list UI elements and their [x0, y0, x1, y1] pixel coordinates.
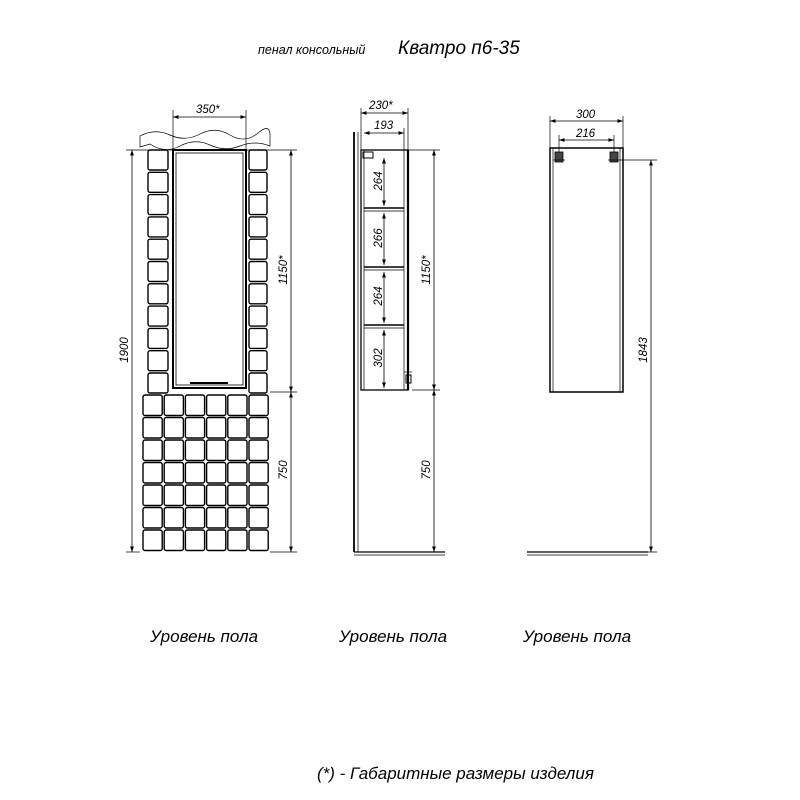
wall-tile: [249, 485, 268, 506]
wall-tile: [148, 172, 168, 192]
wall-tile: [249, 463, 268, 484]
wall-tile: [249, 239, 267, 259]
wall-tile: [249, 508, 268, 529]
front-view: [119, 104, 297, 646]
wall-tile: [185, 418, 204, 439]
wall-tile: [228, 463, 247, 484]
shelf-gap-3-label: 264: [373, 286, 385, 306]
wall-tile: [148, 262, 168, 282]
wall-tile: [249, 217, 267, 237]
wall-tile: [249, 306, 267, 326]
wall-tile: [249, 373, 267, 393]
wall-tile: [164, 418, 183, 439]
wall-tile: [249, 284, 267, 304]
cabinet-front: [173, 150, 246, 388]
wall-tile: [143, 485, 162, 506]
wall-tile: [207, 508, 226, 529]
wall-tile: [249, 150, 267, 170]
wall-tile: [148, 351, 168, 371]
wall-tile: [228, 395, 247, 416]
shelf-gap-4-label: 302: [373, 348, 385, 368]
bracket-spacing-label: 216: [576, 128, 596, 140]
side-inner-depth-label: 193: [374, 120, 394, 132]
wall-tile: [228, 530, 247, 551]
wall-tile: [148, 328, 168, 348]
side-floor-label: Уровень пола: [339, 627, 448, 646]
wall-tile: [164, 463, 183, 484]
wall-tile: [164, 508, 183, 529]
wall-tile: [148, 306, 168, 326]
wall-tile: [148, 150, 168, 170]
mount-height-label: 750: [278, 460, 290, 480]
side-cabinet-height-label: 1150*: [421, 255, 433, 285]
side-view: [338, 100, 447, 646]
wall-tile: [207, 440, 226, 461]
bracket-height-label: 1843: [638, 337, 650, 363]
mount-floor-label: Уровень пола: [523, 627, 632, 646]
wall-tile: [148, 239, 168, 259]
mounting-bracket-left: [555, 152, 563, 162]
wall-tile: [228, 508, 247, 529]
wall-tile: [249, 328, 267, 348]
cabinet-back: [550, 148, 623, 392]
side-mount-height-label: 750: [421, 460, 433, 480]
shelf-gap-1-label: 264: [373, 171, 385, 191]
wall-tile: [228, 440, 247, 461]
mounting-bracket-right: [610, 152, 618, 162]
wall-tile: [207, 395, 226, 416]
wall-tile: [185, 463, 204, 484]
wall-tile: [185, 395, 204, 416]
dimensions-footnote: (*) - Габаритные размеры изделия: [317, 764, 594, 783]
wall-tile: [164, 395, 183, 416]
wall-tile: [207, 418, 226, 439]
wall-tile: [164, 530, 183, 551]
title-prefix: пенал консольный: [258, 43, 366, 57]
front-width-label: 350*: [196, 104, 220, 116]
wall-tile: [228, 418, 247, 439]
wall-tile: [185, 530, 204, 551]
wall-tile: [249, 351, 267, 371]
wall-tile: [207, 530, 226, 551]
wall-tile: [249, 172, 267, 192]
wall-tile: [143, 508, 162, 529]
total-height-label: 1900: [119, 337, 131, 363]
wall-tile: [185, 508, 204, 529]
mount-view: [522, 109, 657, 646]
wall-tile: [249, 395, 268, 416]
wall-tile: [164, 485, 183, 506]
wall-tile: [207, 463, 226, 484]
shelf-gap-2-label: 266: [373, 228, 385, 248]
wall-tile: [185, 440, 204, 461]
wall-tile: [143, 440, 162, 461]
wall-tile: [148, 217, 168, 237]
wall-wavy-top-edge: [140, 129, 270, 150]
mount-width-label: 300: [576, 109, 596, 121]
wall-tile: [249, 440, 268, 461]
wall-tile: [148, 195, 168, 215]
wall-tile: [143, 395, 162, 416]
wall-tile: [249, 418, 268, 439]
wall-tile: [249, 262, 267, 282]
wall-tile: [249, 530, 268, 551]
wall-tile: [228, 485, 247, 506]
wall-tile: [143, 463, 162, 484]
wall-tile: [148, 284, 168, 304]
wall-tile: [143, 418, 162, 439]
wall-tiles-lower: [143, 395, 268, 551]
wall-tile: [185, 485, 204, 506]
cabinet-height-label: 1150*: [278, 255, 290, 285]
wall-tile: [249, 195, 267, 215]
wall-tile: [143, 530, 162, 551]
wall-tile: [207, 485, 226, 506]
wall-tile: [164, 440, 183, 461]
side-depth-label: 230*: [369, 100, 393, 112]
front-floor-label: Уровень пола: [150, 627, 259, 646]
wall-tile: [148, 373, 168, 393]
title-model: Кватро п6-35: [398, 38, 520, 59]
